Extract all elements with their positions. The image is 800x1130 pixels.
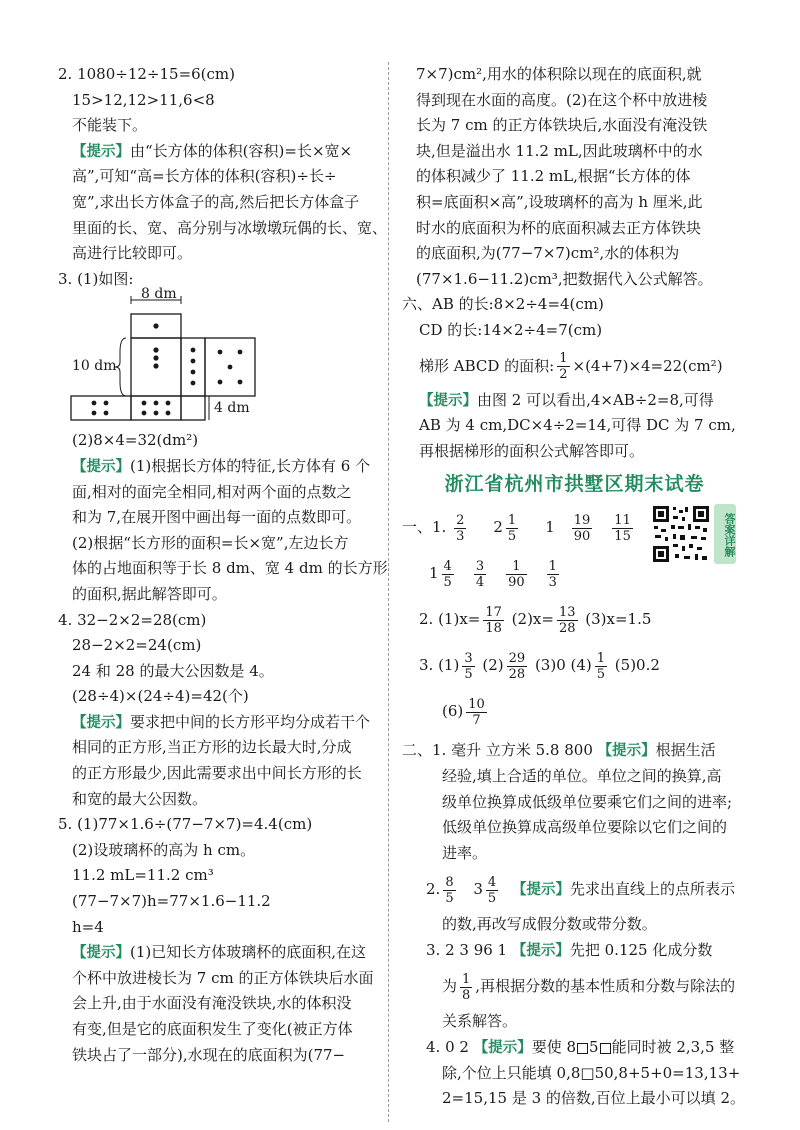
fraction [474,559,486,590]
answer-line: 不能装下。 [72,116,148,135]
answer-line: 六、AB 的长:8×2÷4=4(cm) [402,295,604,314]
denominator: 5 [443,574,452,590]
denominator: 28 [508,666,526,682]
answer-line: 28−2×2=24(cm) [72,636,202,655]
fraction [547,559,559,590]
hint-text: 要使 8 [531,1038,577,1057]
hint-text: 根据生活 [655,741,716,760]
hint-label: 【提示】 [72,714,130,731]
hint-text: 级单位换算成低级单位要乘它们之间的进率; [442,792,733,811]
hint-text: (1)已知长方体玻璃杯的底面积,在这 [130,943,367,962]
answer-item [609,512,636,544]
denominator: 5 [464,666,473,682]
fraction [466,697,487,728]
hint-label: 【提示】 [419,392,477,409]
hint-text: (1)根据长方体的特征,长方体有 6 个 [130,456,371,475]
answer-text: 2. (1)x= [419,610,481,629]
denominator: 2 [559,367,568,383]
cuboid-net-diagram [58,286,376,428]
answer-line [402,738,747,764]
numerator: 19 [573,512,591,528]
hint-text: 体的占地面积等于长 8 dm、宽 4 dm 的长方形 [72,559,388,578]
hint-text: 的底面积,为(77−7×7)cm²,水的体积为 [416,244,680,263]
numerator: 1 [548,558,557,574]
fraction [557,605,578,636]
numerator: 17 [485,604,502,620]
denominator: 4 [475,574,485,590]
answer-line: 5. (1)77×1.6÷(77−7×7)=4.4(cm) [58,815,313,834]
answer-item [471,558,489,590]
hint-text: 高”,可知“高=长方体的体积(容积)÷长÷ [72,167,337,186]
answer-line: CD 的长:14×2÷4=7(cm) [419,320,603,339]
hint-text: 和宽的最大公因数。 [72,789,208,808]
numerator: 1 [462,971,471,987]
blank-box [600,1043,611,1054]
answer-text: ×(4+7)×4=22(cm²) [572,356,723,375]
denominator: 5 [487,890,497,906]
hint-text: 先求出直线上的点所表示 [569,880,735,899]
denominator: 90 [573,528,591,544]
numerator: 3 [475,558,485,574]
answer-line: (2)8×4=32(dm²) [72,431,199,450]
hint-label: 【提示】 [511,882,570,899]
denominator: 7 [472,712,481,728]
answer-text: 二、1. 毫升 立方米 5.8 800 [402,741,598,760]
answer-item [535,518,555,536]
hint-text: 会上升,由于水面没有淹没铁块,水的体积没 [72,994,352,1013]
answer-text: 梯形 ABCD 的面积: [419,356,555,375]
answer-line: 24 和 28 的最大公因数是 4。 [72,661,274,680]
fraction [557,351,569,382]
hint-text: 和为 7,在展开图中画出每一面的点数即可。 [72,508,362,527]
net-label-top: 8 dm [141,286,177,303]
answer-line: (77−7×7)h=77×1.6−11.2 [72,892,271,911]
hint-text: 的面积,据此解答即可。 [72,584,227,603]
section-title: 浙江省杭州市拱墅区期末试卷 [444,473,705,496]
answer-text: (5)0.2 [610,656,660,675]
hint-label: 【提示】 [473,1040,532,1057]
answer-line: (28÷4)×(24÷4)=42(个) [72,687,249,706]
fraction [612,513,633,544]
denominator: 5 [507,528,517,544]
hint-text: 里面的长、宽、高分别与冰墩墩玩偶的长、宽、 [72,218,388,237]
answer-item [451,512,469,544]
denominator: 8 [462,987,471,1003]
hint-text: 的体积减少了 11.2 mL,根据“长方体的体 [416,167,691,186]
hint-text: 2=15,15 是 3 的倍数,百位上最小可以填 2。 [442,1089,745,1108]
whole-number: 1 [429,564,439,583]
hint-text: AB 为 4 cm,DC×4÷2=14,可得 DC 为 7 cm, [419,416,736,435]
hint-text: 有变,但是它的底面积发生了变化(被正方体 [72,1020,353,1038]
hint-text: 宽”,求出长方体盒子的高,然后把长方体盒子 [72,192,360,211]
left-column [58,62,388,1068]
hint-text: 要求把中间的长方形平均分成若干个 [130,712,371,731]
hint-text: 为 [442,977,458,996]
hint-text: 长为 7 cm 的正方体铁块后,水面没有淹没铁 [416,116,708,135]
hint-text: 时水的底面积为杯的底面积减去正方体铁块 [416,218,702,237]
fraction [443,875,455,906]
denominator: 90 [508,574,525,590]
answer-line [402,596,747,642]
answer-line: 3. (1)如图: [58,269,134,288]
hint-text: 个杯中放进棱长为 7 cm 的正方体铁块后水面 [72,968,374,987]
answer-line: h=4 [72,917,104,936]
hint-label: 【提示】 [511,942,570,959]
answer-text: (2)x= [506,610,554,629]
answer-line [402,642,747,688]
fraction [460,972,472,1003]
numerator: 29 [508,650,526,666]
hint-text: 5 [589,1038,599,1057]
fraction [595,651,607,682]
hint-label: 【提示】 [72,143,130,160]
answer-text: 3. 2 3 96 1 [426,940,512,959]
answer-text: (3)x=1.5 [580,610,652,629]
fraction [506,559,527,590]
denominator: 28 [558,620,576,636]
hint-text: 关系解答。 [442,1012,518,1031]
answer-text: (2) [477,656,504,675]
answer-text: 3. (1) [419,656,460,675]
numerator: 1 [559,351,568,367]
hint-text: 进率。 [442,843,488,862]
answer-item [503,558,530,590]
hint-text: 高进行比较即可。 [72,244,193,263]
answer-item [569,512,596,544]
denominator: 3 [456,528,465,544]
numerator: 4 [487,874,497,890]
numerator: 1 [506,559,527,575]
hint-text: 7×7)cm²,用水的体积除以现在的底面积,就 [416,65,702,83]
fraction [507,651,528,682]
fraction [486,875,498,906]
answer-text: 2. [426,880,441,899]
hint-text: 除,个位上只能填 0,8□50,8+5+0=13,13+ [442,1063,741,1082]
fraction [454,513,466,544]
numerator: 10 [468,696,485,712]
answer-line [402,688,747,734]
net-label-right: 4 dm [214,400,250,417]
answer-line: 2. 1080÷12÷15=6(cm) [58,65,236,83]
hint-text: 的正方形最少,因此需要求出中间长方形的长 [72,764,362,783]
answer-line: 15>12,12>11,6<8 [72,90,215,109]
numerator: 13 [558,604,576,620]
answer-item [483,512,521,544]
fraction [462,651,474,682]
hint-text: 先把 0.125 化成分数 [569,940,713,959]
hint-text: 面,相对的面完全相同,相对两个面的点数之 [72,482,352,501]
fraction [506,513,518,544]
fraction [442,559,454,590]
numerator: 4 [443,558,452,574]
whole-number: 3 [473,880,483,899]
answer-line: 4. 32−2×2=28(cm) [58,610,207,629]
hint-text: (2)根据“长方形的面积=长×宽”,左边长方 [72,533,349,552]
blank-box [577,1043,588,1054]
denominator: 3 [548,574,557,590]
hint-label: 【提示】 [72,458,130,475]
hint-text: 铁块占了一部分),水现在的底面积为(77− [72,1045,346,1064]
answer-item [544,558,562,590]
whole-number: 2 [493,518,503,537]
answer-detail-tag[interactable]: 答案详解 [714,504,736,564]
answer-line: (2)设玻璃杯的高为 h cm。 [72,840,256,859]
fraction [483,605,504,636]
hint-text: ,再根据分数的基本性质和分数与除法的 [475,977,736,996]
column-divider [388,62,389,1122]
answer-item [419,558,457,590]
whole-number: 1 [545,518,555,537]
answer-text: (3)0 (4) [530,656,592,675]
hint-text: 再根据梯形的面积公式解答即可。 [419,441,645,460]
answer-text: 一、1. [402,518,447,537]
hint-text: 的数,再改写成假分数或带分数。 [442,915,657,934]
right-column [402,62,747,1112]
hint-text: 相同的正方形,当正方形的边长最大时,分成 [72,738,352,757]
hint-label: 【提示】 [597,743,656,760]
answer-line [402,938,747,964]
hint-text: 积=底面积×高”,设玻璃杯的高为 h 厘米,此 [416,192,703,211]
hint-text: 能同时被 2,3,5 整 [611,1038,735,1057]
answer-text: 4. 0 2 [426,1038,474,1057]
denominator: 18 [485,620,502,636]
denominator: 5 [596,666,606,682]
answer-text: (6) [442,702,464,721]
numerator: 8 [445,874,454,890]
hint-text [402,963,747,1009]
hint-text: 得到现在水面的高度。(2)在这个杯中放进棱 [416,90,708,109]
hint-text: 经验,填上合适的单位。单位之间的换算,高 [442,766,722,785]
hint-text: 由图 2 可以看出,4×AB÷2=8,可得 [477,390,714,409]
numerator: 3 [464,650,473,666]
hint-label: 【提示】 [72,945,130,962]
answer-line [402,866,747,912]
denominator: 5 [445,890,454,906]
answer-line: 11.2 mL=11.2 cm³ [72,866,214,885]
hint-text: 块,但是溢出水 11.2 mL,因此玻璃杯中的水 [416,141,703,160]
net-label-left: 10 dm [72,358,117,375]
hint-text: 低级单位换算成高级单位要除以它们之间的 [442,818,728,837]
fraction [572,513,593,544]
numerator: 11 [614,512,631,528]
denominator: 15 [614,528,631,544]
qr-code-icon[interactable] [651,504,711,564]
hint-text: (77×1.6−11.2)cm³,把数据代入公式解答。 [416,269,713,288]
answer-line [402,1035,747,1061]
numerator: 1 [596,650,606,666]
numerator: 2 [456,512,465,528]
numerator: 1 [507,512,517,528]
hint-text: 由“长方体的体积(容积)=长×宽× [130,141,353,160]
